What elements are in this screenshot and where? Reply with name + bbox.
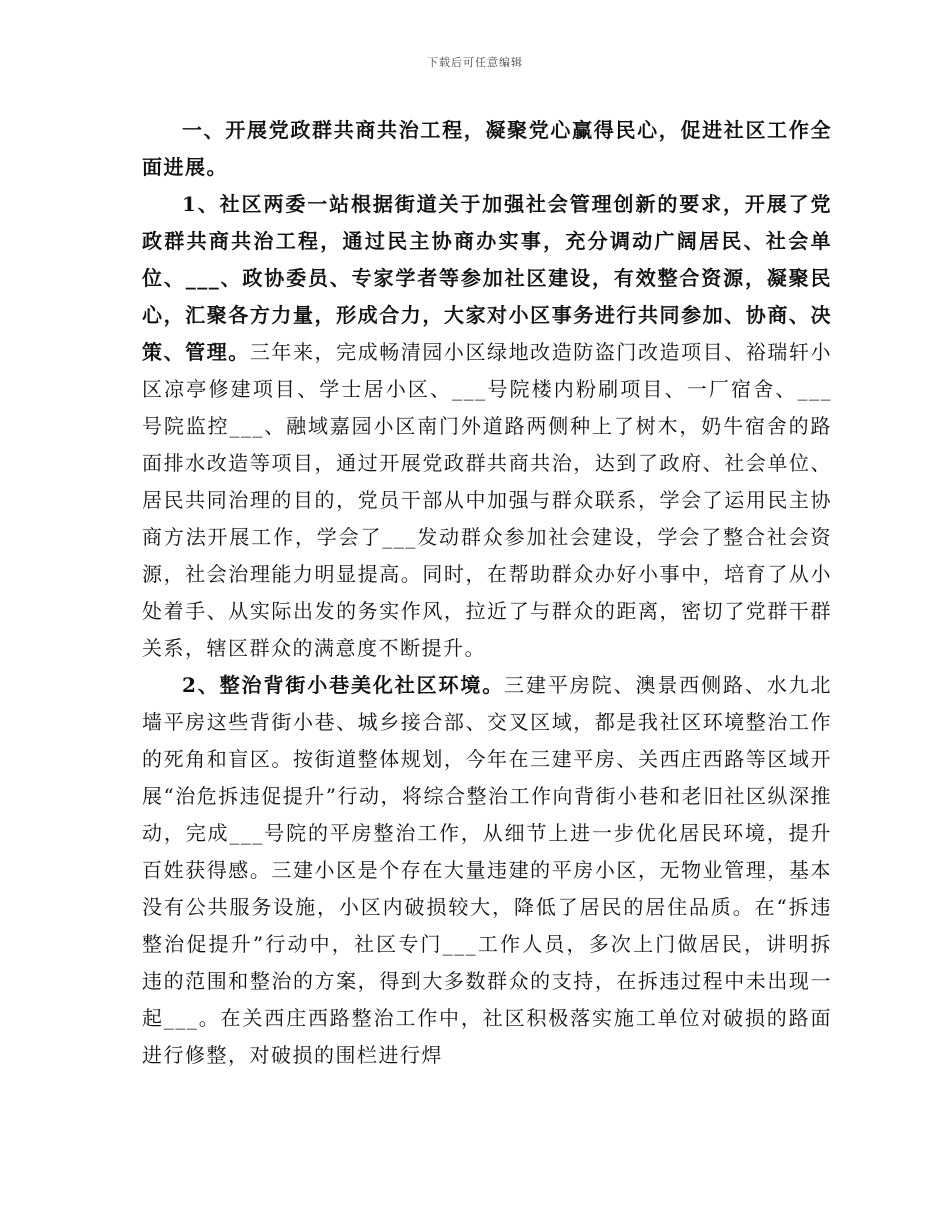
header-note: 下载后可任意编辑 — [427, 56, 523, 69]
item-1-body: 三年来，完成畅清园小区绿地改造防盗门改造项目、裕瑞轩小区凉亭修建项目、学士居小区、___号院楼内粉刷项目、一厂宿舍、___号院监控___、融域嘉园小区南门外道路两侧种上了树木，奶牛宿舍的路面排水改造等项目，通过开展党政群共商共治，达到了政府、社会单位、居民共同治理的目的，党员干部从中加强与群众联系，学会了运用民主协商方法开展工作，学会了___发动群众参加社会建设，学会了整合社会资源，社会治理能力明显提高。同时，在帮助群众办好小事中，培育了从小处着手、从实际出发的务实作风，拉近了与群众的距离，密切了党群干群关系，辖区群众的满意度不断提升。 — [142, 340, 833, 660]
item-2-body: 三建平房院、澳景西侧路、水九北墙平房这些背街小巷、城乡接合部、交叉区域，都是我社区环境整治工作的死角和盲区。按街道整体规划，今年在三建平房、关西庄西路等区域开展“治危拆违促提升”行动，将综合整治工作向背街小巷和老旧社区纵深推动，完成___号院的平房整治工作，从细节上进一步优化居民环境，提升百姓获得感。三建小区是个存在大量违建的平房小区，无物业管理，基本没有公共服务设施，小区内破损较大，降低了居民的居住品质。在“拆违整治促提升”行动中，社区专门___工作人员，多次上门做居民，讲明拆违的范围和整治的方案，得到大多数群众的支持，在拆违过程中未出现一起___。在关西庄西路整治工作中，社区积极落实施工单位对破损的路面进行修整，对破损的围栏进行焊 — [142, 673, 833, 1067]
document-body — [142, 112, 832, 1074]
paragraph-item-1 — [142, 186, 832, 667]
section-heading: 一、开展党政群共商共治工程，凝聚党心赢得民心，促进社区工作全面进展。 — [142, 118, 832, 179]
paragraph-item-2 — [142, 667, 832, 1074]
item-2-lead: 2、整治背街小巷美化社区环境。 — [182, 673, 505, 697]
item-1-lead: 1、社区两委一站根据街道关于加强社会管理创新的要求，开展了党政群共商共治工程，通过民主协商办实事，充分调动广阔居民、社会单位、___、政协委员、专家学者等参加社区建设，有效整合资源，凝聚民心，汇聚各方力量，形成合力，大家对小区事务进行共同参加、协商、决策、管理。 — [142, 192, 832, 364]
